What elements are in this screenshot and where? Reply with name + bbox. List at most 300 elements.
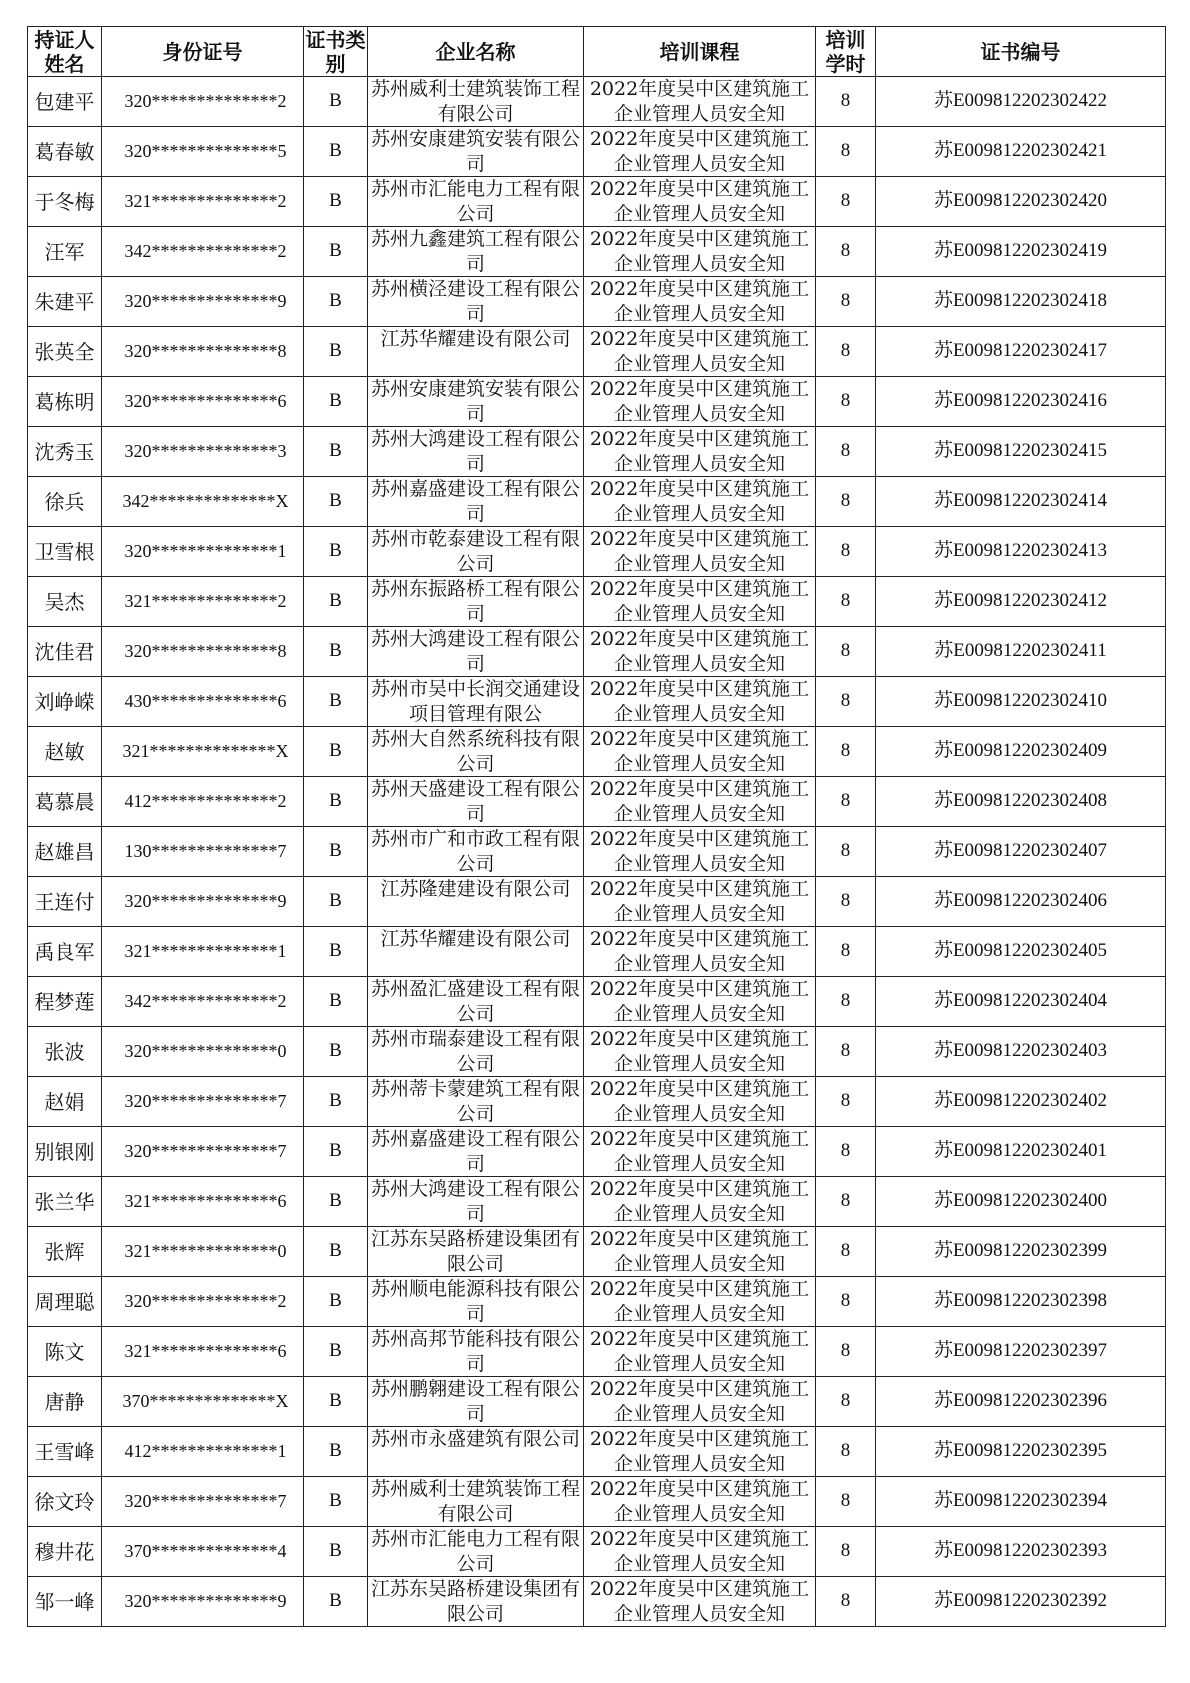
id-number: 321**************2 [102,577,304,627]
training-course-cell [584,1077,816,1127]
company-name: 苏州蒂卡蒙建筑工程有限公司 [370,1078,580,1125]
training-hours: 8 [816,1177,876,1227]
cert-type: B [304,427,368,477]
training-hours: 8 [816,677,876,727]
cert-type: B [304,677,368,727]
header-type: 证书类别 [305,27,366,76]
cert-type: B [304,1527,368,1577]
company-name: 苏州大鸿建设工程有限公司 [370,1178,580,1225]
holder-name: 葛慕晨 [28,777,102,827]
id-number: 370**************4 [102,1527,304,1577]
company-name-cell [368,927,584,977]
company-name-cell [368,977,584,1027]
training-course: 2022年度吴中区建筑施工企业管理人员安全知 [589,678,810,725]
id-number: 320**************8 [102,627,304,677]
id-number: 320**************1 [102,527,304,577]
training-course-cell [584,127,816,177]
training-hours: 8 [816,627,876,677]
cert-number: 苏E009812202302407 [876,827,1166,877]
cert-type: B [304,477,368,527]
training-hours: 8 [816,977,876,1027]
table-row [28,377,1166,427]
cert-type: B [304,577,368,627]
cert-type: B [304,1477,368,1527]
training-course: 2022年度吴中区建筑施工企业管理人员安全知 [589,978,810,1025]
company-name-cell [368,1127,584,1177]
holder-name: 王雪峰 [28,1427,102,1477]
certificate-table [27,26,1166,1627]
table-row [28,827,1166,877]
cert-number: 苏E009812202302399 [876,1227,1166,1277]
cert-number: 苏E009812202302416 [876,377,1166,427]
company-name: 江苏东吴路桥建设集团有限公司 [370,1228,580,1275]
cert-number: 苏E009812202302401 [876,1127,1166,1177]
id-number: 321**************1 [102,927,304,977]
training-course-cell [584,627,816,677]
holder-name: 于冬梅 [28,177,102,227]
company-name-cell [368,677,584,727]
training-course: 2022年度吴中区建筑施工企业管理人员安全知 [589,1128,810,1175]
training-course-cell [584,1027,816,1077]
training-course: 2022年度吴中区建筑施工企业管理人员安全知 [589,1028,810,1075]
cert-type: B [304,1327,368,1377]
training-course: 2022年度吴中区建筑施工企业管理人员安全知 [589,378,810,425]
cert-number: 苏E009812202302405 [876,927,1166,977]
table-row [28,777,1166,827]
training-hours: 8 [816,227,876,277]
company-name: 苏州安康建筑安装有限公司 [370,128,580,175]
training-course-cell [584,1227,816,1277]
id-number: 321**************X [102,727,304,777]
training-course-cell [584,377,816,427]
holder-name: 徐文玲 [28,1477,102,1527]
company-name-cell [368,227,584,277]
company-name-cell [368,1577,584,1627]
training-hours: 8 [816,1027,876,1077]
cert-type: B [304,1377,368,1427]
id-number: 321**************0 [102,1227,304,1277]
holder-name: 汪军 [28,227,102,277]
cert-type: B [304,1577,368,1627]
id-number: 321**************2 [102,177,304,227]
company-name: 江苏华耀建设有限公司 [380,328,571,350]
table-row [28,477,1166,527]
cert-type: B [304,1177,368,1227]
training-course: 2022年度吴中区建筑施工企业管理人员安全知 [589,478,810,525]
training-course: 2022年度吴中区建筑施工企业管理人员安全知 [589,278,810,325]
training-hours: 8 [816,827,876,877]
training-hours: 8 [816,527,876,577]
company-name-cell [368,327,584,377]
company-name-cell [368,777,584,827]
cert-number: 苏E009812202302417 [876,327,1166,377]
id-number: 320**************2 [102,1277,304,1327]
id-number: 342**************X [102,477,304,527]
cert-type: B [304,227,368,277]
table-row [28,177,1166,227]
holder-name: 张辉 [28,1227,102,1277]
table-row [28,1477,1166,1527]
table-row [28,427,1166,477]
company-name-cell [368,127,584,177]
training-hours: 8 [816,927,876,977]
company-name: 苏州大鸿建设工程有限公司 [370,428,580,475]
cert-type: B [304,77,368,127]
id-number: 321**************6 [102,1327,304,1377]
id-number: 320**************5 [102,127,304,177]
company-name: 苏州天盛建设工程有限公司 [370,778,580,825]
table-row [28,327,1166,377]
company-name: 苏州市乾泰建设工程有限公司 [370,528,580,575]
holder-name: 陈文 [28,1327,102,1377]
cert-number: 苏E009812202302421 [876,127,1166,177]
training-hours: 8 [816,1277,876,1327]
cert-number: 苏E009812202302404 [876,977,1166,1027]
cert-number: 苏E009812202302402 [876,1077,1166,1127]
cert-type: B [304,977,368,1027]
cert-type: B [304,1027,368,1077]
cert-number: 苏E009812202302392 [876,1577,1166,1627]
table-row [28,1277,1166,1327]
table-row [28,1127,1166,1177]
cert-type: B [304,1277,368,1327]
table-row [28,1327,1166,1377]
training-hours: 8 [816,127,876,177]
cert-number: 苏E009812202302394 [876,1477,1166,1527]
training-hours: 8 [816,277,876,327]
training-course: 2022年度吴中区建筑施工企业管理人员安全知 [589,328,810,375]
cert-number: 苏E009812202302393 [876,1527,1166,1577]
training-course-cell [584,527,816,577]
cert-number: 苏E009812202302422 [876,77,1166,127]
cert-type: B [304,927,368,977]
cert-type: B [304,627,368,677]
company-name-cell [368,427,584,477]
cert-type: B [304,877,368,927]
company-name-cell [368,1477,584,1527]
company-name: 苏州安康建筑安装有限公司 [370,378,580,425]
cert-number: 苏E009812202302406 [876,877,1166,927]
training-course-cell [584,1577,816,1627]
training-hours: 8 [816,77,876,127]
cert-number: 苏E009812202302411 [876,627,1166,677]
company-name: 苏州市汇能电力工程有限公司 [370,1528,580,1575]
id-number: 320**************3 [102,427,304,477]
holder-name: 刘峥嵘 [28,677,102,727]
company-name: 苏州市瑞泰建设工程有限公司 [370,1028,580,1075]
id-number: 320**************8 [102,327,304,377]
id-number: 342**************2 [102,977,304,1027]
header-cert: 证书编号 [876,27,1166,77]
training-course-cell [584,677,816,727]
cert-number: 苏E009812202302419 [876,227,1166,277]
company-name-cell [368,1027,584,1077]
training-hours: 8 [816,1077,876,1127]
table-row [28,277,1166,327]
header-course: 培训课程 [584,27,816,77]
company-name: 苏州嘉盛建设工程有限公司 [370,478,580,525]
cert-type: B [304,1127,368,1177]
training-hours: 8 [816,427,876,477]
training-hours: 8 [816,1427,876,1477]
training-hours: 8 [816,1327,876,1377]
company-name-cell [368,577,584,627]
table-row [28,927,1166,977]
training-course: 2022年度吴中区建筑施工企业管理人员安全知 [589,1278,810,1325]
holder-name: 王连付 [28,877,102,927]
training-hours: 8 [816,1477,876,1527]
company-name-cell [368,1527,584,1577]
id-number: 320**************0 [102,1027,304,1077]
training-course: 2022年度吴中区建筑施工企业管理人员安全知 [589,1178,810,1225]
cert-type: B [304,127,368,177]
holder-name: 葛栋明 [28,377,102,427]
table-row [28,1027,1166,1077]
table-row [28,1077,1166,1127]
header-id: 身份证号 [102,27,304,77]
holder-name: 赵娟 [28,1077,102,1127]
table-row [28,1577,1166,1627]
company-name-cell [368,1427,584,1477]
training-course: 2022年度吴中区建筑施工企业管理人员安全知 [589,828,810,875]
training-course: 2022年度吴中区建筑施工企业管理人员安全知 [589,878,810,925]
training-course: 2022年度吴中区建筑施工企业管理人员安全知 [589,128,810,175]
table-row [28,527,1166,577]
company-name: 苏州市广和市政工程有限公司 [370,828,580,875]
training-course-cell [584,1377,816,1427]
training-hours: 8 [816,777,876,827]
training-course: 2022年度吴中区建筑施工企业管理人员安全知 [589,628,810,675]
cert-type: B [304,1427,368,1477]
holder-name: 葛春敏 [28,127,102,177]
table-row [28,577,1166,627]
cert-type: B [304,727,368,777]
holder-name: 别银刚 [28,1127,102,1177]
header-company: 企业名称 [368,27,584,77]
holder-name: 包建平 [28,77,102,127]
company-name: 苏州市汇能电力工程有限公司 [370,178,580,225]
company-name: 苏州市永盛建筑有限公司 [370,1428,580,1450]
holder-name: 程梦莲 [28,977,102,1027]
training-course: 2022年度吴中区建筑施工企业管理人员安全知 [589,578,810,625]
training-hours: 8 [816,1527,876,1577]
table-row [28,127,1166,177]
training-course: 2022年度吴中区建筑施工企业管理人员安全知 [589,1078,810,1125]
company-name-cell [368,527,584,577]
cert-type: B [304,327,368,377]
table-row [28,977,1166,1027]
training-course: 2022年度吴中区建筑施工企业管理人员安全知 [589,1478,810,1525]
cert-type: B [304,527,368,577]
header-name: 持证人姓名 [28,27,102,77]
company-name-cell [368,1077,584,1127]
company-name-cell [368,277,584,327]
company-name-cell [368,827,584,877]
id-number: 320**************7 [102,1127,304,1177]
training-course-cell [584,777,816,827]
training-course-cell [584,977,816,1027]
training-course-cell [584,577,816,627]
company-name: 苏州大自然系统科技有限公司 [370,728,580,775]
id-number: 412**************1 [102,1427,304,1477]
cert-number: 苏E009812202302396 [876,1377,1166,1427]
training-course-cell [584,1177,816,1227]
cert-type: B [304,827,368,877]
training-course-cell [584,877,816,927]
cert-number: 苏E009812202302410 [876,677,1166,727]
training-hours: 8 [816,327,876,377]
id-number: 130**************7 [102,827,304,877]
company-name: 苏州鹏翱建设工程有限公司 [370,1378,580,1425]
holder-name: 禹良军 [28,927,102,977]
id-number: 320**************9 [102,277,304,327]
company-name-cell [368,377,584,427]
cert-type: B [304,177,368,227]
company-name-cell [368,1177,584,1227]
training-hours: 8 [816,477,876,527]
cert-number: 苏E009812202302398 [876,1277,1166,1327]
company-name: 江苏隆建建设有限公司 [380,878,571,900]
id-number: 370**************X [102,1377,304,1427]
table-row [28,1427,1166,1477]
training-course: 2022年度吴中区建筑施工企业管理人员安全知 [589,1428,810,1475]
company-name-cell [368,1227,584,1277]
training-course: 2022年度吴中区建筑施工企业管理人员安全知 [589,78,810,125]
holder-name: 赵雄昌 [28,827,102,877]
company-name-cell [368,727,584,777]
cert-number: 苏E009812202302409 [876,727,1166,777]
training-course-cell [584,827,816,877]
table-row [28,877,1166,927]
table-row [28,77,1166,127]
training-course: 2022年度吴中区建筑施工企业管理人员安全知 [589,1328,810,1375]
cert-type: B [304,777,368,827]
company-name: 江苏东吴路桥建设集团有限公司 [370,1578,580,1625]
training-hours: 8 [816,727,876,777]
cert-type: B [304,377,368,427]
training-course-cell [584,1527,816,1577]
cert-number: 苏E009812202302420 [876,177,1166,227]
training-course-cell [584,1327,816,1377]
holder-name: 朱建平 [28,277,102,327]
holder-name: 张兰华 [28,1177,102,1227]
training-course-cell [584,327,816,377]
holder-name: 张波 [28,1027,102,1077]
id-number: 342**************2 [102,227,304,277]
company-name-cell [368,77,584,127]
cert-number: 苏E009812202302418 [876,277,1166,327]
holder-name: 赵敏 [28,727,102,777]
id-number: 430**************6 [102,677,304,727]
company-name: 苏州顺电能源科技有限公司 [370,1278,580,1325]
holder-name: 张英全 [28,327,102,377]
cert-type: B [304,1227,368,1277]
id-number: 320**************7 [102,1077,304,1127]
training-course-cell [584,427,816,477]
training-course: 2022年度吴中区建筑施工企业管理人员安全知 [589,528,810,575]
id-number: 320**************6 [102,377,304,427]
training-hours: 8 [816,1377,876,1427]
training-course: 2022年度吴中区建筑施工企业管理人员安全知 [589,778,810,825]
table-row [28,1177,1166,1227]
holder-name: 沈佳君 [28,627,102,677]
table-row [28,1377,1166,1427]
training-course: 2022年度吴中区建筑施工企业管理人员安全知 [589,228,810,275]
training-hours: 8 [816,177,876,227]
header-row [28,27,1166,77]
holder-name: 周理聪 [28,1277,102,1327]
holder-name: 邹一峰 [28,1577,102,1627]
training-course-cell [584,277,816,327]
company-name: 苏州盈汇盛建设工程有限公司 [370,978,580,1025]
training-course-cell [584,227,816,277]
training-course: 2022年度吴中区建筑施工企业管理人员安全知 [589,428,810,475]
table-row [28,1527,1166,1577]
training-course-cell [584,177,816,227]
cert-number: 苏E009812202302395 [876,1427,1166,1477]
id-number: 320**************9 [102,1577,304,1627]
company-name-cell [368,627,584,677]
table-row [28,677,1166,727]
company-name-cell [368,1327,584,1377]
cert-number: 苏E009812202302413 [876,527,1166,577]
company-name-cell [368,1277,584,1327]
company-name: 苏州嘉盛建设工程有限公司 [370,1128,580,1175]
training-course-cell [584,1277,816,1327]
id-number: 321**************6 [102,1177,304,1227]
training-course: 2022年度吴中区建筑施工企业管理人员安全知 [589,1578,810,1625]
training-hours: 8 [816,1127,876,1177]
cert-number: 苏E009812202302403 [876,1027,1166,1077]
training-course: 2022年度吴中区建筑施工企业管理人员安全知 [589,178,810,225]
company-name: 苏州高邦节能科技有限公司 [370,1328,580,1375]
cert-number: 苏E009812202302408 [876,777,1166,827]
company-name-cell [368,1377,584,1427]
company-name-cell [368,477,584,527]
company-name: 苏州威利士建筑装饰工程有限公司 [370,78,580,125]
company-name-cell [368,877,584,927]
cert-number: 苏E009812202302414 [876,477,1166,527]
id-number: 320**************9 [102,877,304,927]
cert-type: B [304,1077,368,1127]
training-course: 2022年度吴中区建筑施工企业管理人员安全知 [589,1378,810,1425]
company-name: 江苏华耀建设有限公司 [380,928,571,950]
cert-number: 苏E009812202302415 [876,427,1166,477]
training-course: 2022年度吴中区建筑施工企业管理人员安全知 [589,1528,810,1575]
table-row [28,627,1166,677]
training-course-cell [584,77,816,127]
company-name: 苏州大鸿建设工程有限公司 [370,628,580,675]
training-hours: 8 [816,1227,876,1277]
training-hours: 8 [816,1577,876,1627]
table-row [28,727,1166,777]
company-name: 苏州威利士建筑装饰工程有限公司 [370,1478,580,1525]
cert-number: 苏E009812202302400 [876,1177,1166,1227]
holder-name: 唐静 [28,1377,102,1427]
holder-name: 卫雪根 [28,527,102,577]
cert-number: 苏E009812202302397 [876,1327,1166,1377]
training-course-cell [584,927,816,977]
id-number: 320**************7 [102,1477,304,1527]
table-row [28,227,1166,277]
training-course-cell [584,1127,816,1177]
company-name: 苏州东振路桥工程有限公司 [370,578,580,625]
id-number: 412**************2 [102,777,304,827]
id-number: 320**************2 [102,77,304,127]
company-name: 苏州横泾建设工程有限公司 [370,278,580,325]
training-hours: 8 [816,577,876,627]
training-hours: 8 [816,877,876,927]
